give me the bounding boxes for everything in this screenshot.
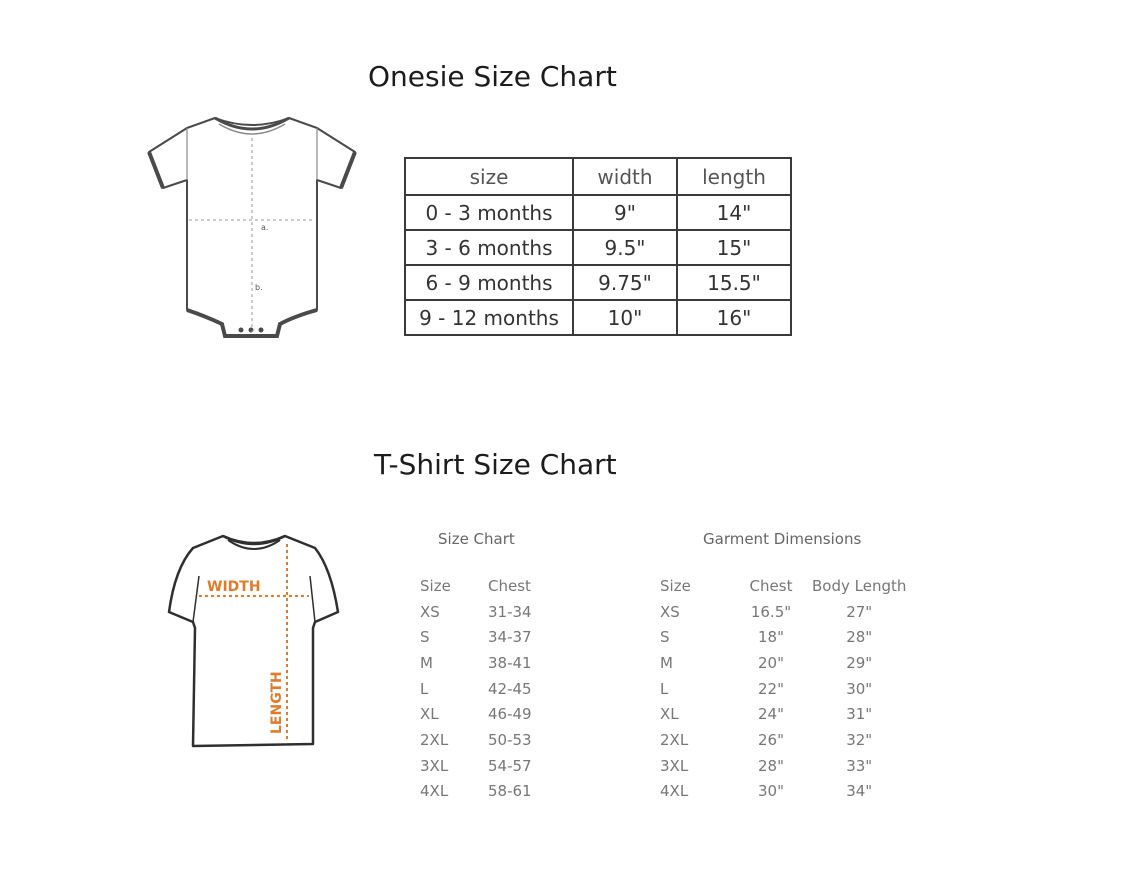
size-cell: XL: [660, 705, 679, 724]
size-cell: L: [660, 679, 669, 698]
chest-cell: 28": [758, 756, 784, 775]
onesie-size-table: [404, 157, 792, 336]
tshirt-diagram-icon: [165, 528, 343, 753]
size-cell: S: [420, 628, 430, 647]
header-size: Size: [420, 576, 451, 595]
header-chest: Chest: [749, 576, 793, 595]
width-cell: 9.5": [573, 230, 677, 265]
body-length-cell: 31": [846, 705, 873, 724]
chest-cell: 30": [758, 782, 784, 801]
chest-cell: 31-34: [488, 602, 532, 621]
onesie-diagram-icon: [145, 110, 360, 360]
width-cell: 10": [573, 300, 677, 335]
body-length-cell: 27": [846, 602, 873, 621]
size-cell: L: [420, 679, 429, 698]
table-row: [660, 676, 906, 702]
table-row: [420, 701, 548, 727]
chest-cell: 20": [758, 653, 784, 672]
tshirt-chart-title: T-Shirt Size Chart: [374, 448, 617, 481]
table-header-row: [405, 158, 791, 195]
size-cell: S: [660, 628, 670, 647]
size-cell: 3 - 6 months: [405, 230, 573, 265]
length-cell: 16": [677, 300, 791, 335]
header-length: length: [677, 158, 791, 195]
body-length-cell: 28": [846, 628, 873, 647]
table-row: [405, 195, 791, 230]
size-cell: 9 - 12 months: [405, 300, 573, 335]
header-width: width: [573, 158, 677, 195]
chest-cell: 34-37: [488, 628, 532, 647]
body-length-cell: 32": [846, 730, 873, 749]
table-row: [660, 753, 906, 779]
chest-cell: 26": [758, 730, 784, 749]
size-cell: M: [660, 653, 673, 672]
header-chest: Chest: [488, 576, 531, 595]
table-header-row: [660, 573, 906, 599]
size-cell: 4XL: [420, 782, 449, 801]
table-row: [405, 300, 791, 335]
table-row: [420, 753, 548, 779]
length-cell: 15": [677, 230, 791, 265]
header-body-length: Body Length: [812, 576, 907, 595]
table-row: [660, 727, 906, 753]
table-row: [420, 650, 548, 676]
table-row: [660, 624, 906, 650]
size-cell: 2XL: [660, 730, 689, 749]
chest-cell: 46-49: [488, 705, 532, 724]
garment-dimensions-heading: Garment Dimensions: [703, 530, 862, 548]
size-cell: 2XL: [420, 730, 449, 749]
table-row: [420, 779, 548, 805]
size-cell: 0 - 3 months: [405, 195, 573, 230]
tshirt-width-label: WIDTH: [207, 579, 261, 595]
body-length-cell: 33": [846, 756, 873, 775]
table-row: [405, 230, 791, 265]
size-cell: 3XL: [420, 756, 449, 775]
chest-cell: 42-45: [488, 679, 532, 698]
chest-cell: 18": [758, 628, 784, 647]
chest-cell: 16.5": [750, 602, 792, 621]
size-cell: 6 - 9 months: [405, 265, 573, 300]
table-row: [660, 779, 906, 805]
chest-cell: 54-57: [488, 756, 532, 775]
onesie-width-marker: a.: [261, 223, 269, 232]
table-row: [420, 624, 548, 650]
body-length-cell: 34": [846, 782, 873, 801]
size-cell: XL: [420, 705, 439, 724]
body-length-cell: 30": [846, 679, 873, 698]
size-cell: XS: [420, 602, 440, 621]
chest-cell: 22": [758, 679, 784, 698]
header-size: Size: [660, 576, 691, 595]
table-row: [420, 727, 548, 753]
table-row: [420, 599, 548, 625]
size-cell: XS: [660, 602, 680, 621]
length-cell: 15.5": [677, 265, 791, 300]
chest-cell: 38-41: [488, 653, 532, 672]
size-cell: 3XL: [660, 756, 689, 775]
table-row: [420, 676, 548, 702]
size-cell: M: [420, 653, 433, 672]
width-cell: 9.75": [573, 265, 677, 300]
table-row: [660, 701, 906, 727]
table-header-row: [420, 573, 548, 599]
onesie-length-marker: b.: [255, 283, 263, 292]
table-row: [660, 599, 906, 625]
chest-cell: 24": [758, 705, 784, 724]
table-row: [660, 650, 906, 676]
body-length-cell: 29": [846, 653, 873, 672]
length-cell: 14": [677, 195, 791, 230]
onesie-chart-title: Onesie Size Chart: [368, 60, 617, 93]
chest-cell: 58-61: [488, 782, 532, 801]
tshirt-size-chart-table: [420, 573, 548, 804]
size-chart-heading: Size Chart: [438, 530, 515, 548]
garment-dimensions-table: [660, 573, 906, 804]
chest-cell: 50-53: [488, 730, 532, 749]
table-row: [405, 265, 791, 300]
tshirt-length-label: LENGTH: [269, 671, 285, 734]
width-cell: 9": [573, 195, 677, 230]
header-size: size: [405, 158, 573, 195]
size-cell: 4XL: [660, 782, 689, 801]
